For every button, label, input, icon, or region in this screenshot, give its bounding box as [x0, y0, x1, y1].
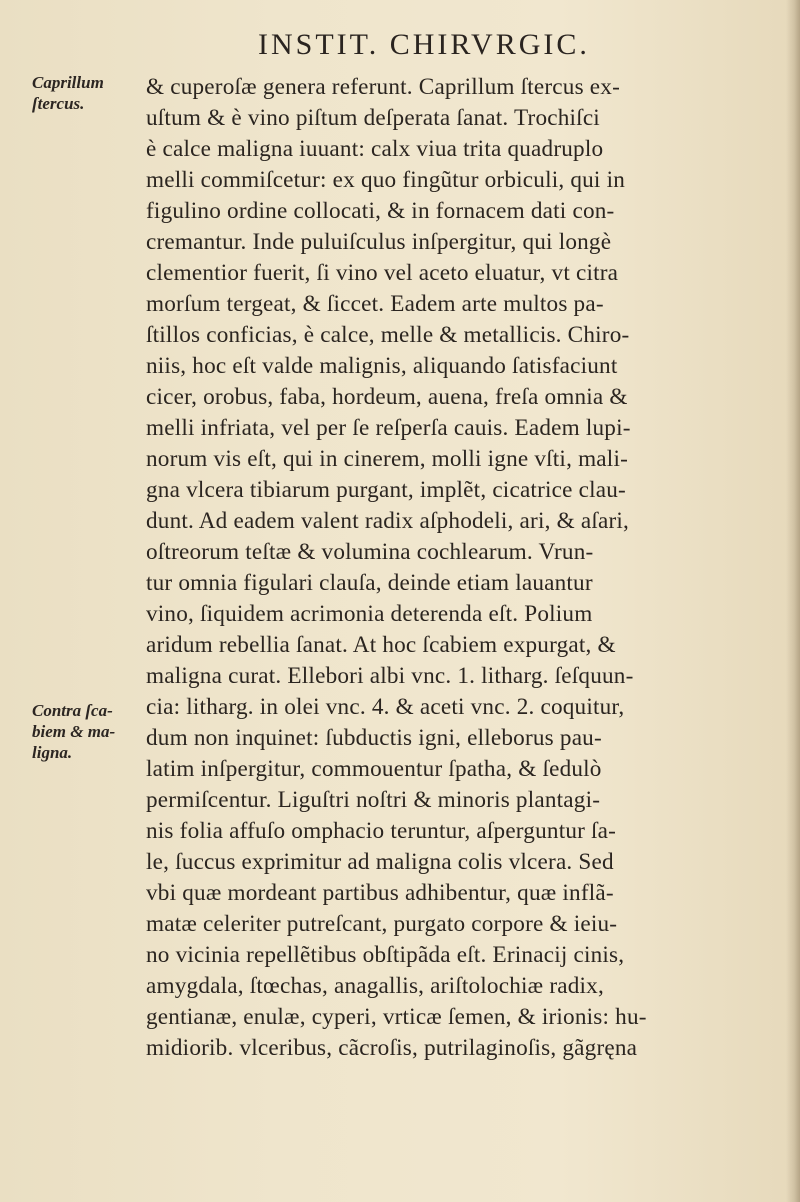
text-line: oſtreorum teſtæ & volumina cochlearum. Vrun-: [146, 539, 594, 565]
text-line: ſtillos conficias, è calce, melle & metallicis. Chiro-: [146, 322, 630, 348]
running-head: INSTIT. CHIRVRGIC.: [258, 28, 590, 61]
text-line: vbi quæ mordeant partibus adhibentur, quæ inflã-: [146, 880, 614, 906]
text-line: cremantur. Inde puluiſculus inſpergitur, qui longè: [146, 229, 612, 255]
text-line: melli commiſcetur: ex quo fingũtur orbiculi, qui in: [146, 167, 626, 193]
text-line: morſum tergeat, & ſiccet. Eadem arte multos pa-: [146, 291, 604, 317]
text-line: dunt. Ad eadem valent radix aſphodeli, ari, & aſari,: [146, 508, 630, 534]
text-line: latim inſpergitur, commouentur ſpatha, & ſedulò: [146, 756, 602, 782]
text-line: gentianæ, enulæ, cyperi, vrticæ ſemen, & irionis: hu-: [146, 1004, 647, 1030]
text-line: nis folia affuſo omphacio teruntur, aſperguntur ſa-: [146, 818, 617, 844]
text-line: dum non inquinet: ſubductis igni, elleborus pau-: [146, 725, 602, 751]
text-line: midiorib. vlceribus, cãcroſis, putrilaginoſis, gãgręna: [146, 1035, 638, 1061]
text-line: cicer, orobus, faba, hordeum, auena, freſa omnia &: [146, 384, 628, 410]
text-line: matæ celeriter putreſcant, purgato corpore & ieiu-: [146, 911, 618, 937]
text-line: & cuperoſæ genera referunt. Caprillum ſtercus ex-: [146, 74, 621, 100]
text-line: cia: litharg. in olei vnc. 4. & aceti vnc. 2. coquitur,: [146, 694, 625, 720]
text-line: melli infriata, vel per ſe reſperſa cauis. Eadem lupi-: [146, 415, 631, 441]
body-text-block: [146, 72, 786, 1064]
text-line: norum vis eſt, qui in cinerem, molli igne vſti, mali-: [146, 446, 629, 472]
text-line: vino, ſiquidem acrimonia deterenda eſt. Polium: [146, 601, 593, 627]
page-edge-shadow: [786, 0, 800, 1202]
marginal-note-line: ligna.: [32, 743, 73, 762]
text-line: niis, hoc eſt valde malignis, aliquando ſatisfaciunt: [146, 353, 618, 379]
text-line: le, ſuccus exprimitur ad maligna colis vlcera. Sed: [146, 849, 614, 875]
text-line: amygdala, ſtœchas, anagallis, ariſtolochiæ radix,: [146, 973, 604, 999]
marginal-note-line: biem & ma-: [32, 722, 116, 741]
text-line: tur omnia figulari clauſa, deinde etiam lauantur: [146, 570, 593, 596]
text-line: gna vlcera tibiarum purgant, implẽt, cicatrice clau-: [146, 477, 626, 503]
marginal-note-contra-scabiem: [32, 700, 142, 763]
marginal-note-caprillum: [32, 72, 142, 114]
marginal-note-line: ſtercus.: [32, 94, 85, 113]
marginal-note-line: Contra ſca-: [32, 701, 113, 720]
text-line: permiſcentur. Liguſtri noſtri & minoris plantagi-: [146, 787, 601, 813]
text-line: maligna curat. Ellebori albi vnc. 1. litharg. ſeſquun-: [146, 663, 634, 689]
text-line: clementior fuerit, ſi vino vel aceto eluatur, vt citra: [146, 260, 619, 286]
text-line: no vicinia repellẽtibus obſtipãda eſt. Erinacij cinis,: [146, 942, 625, 968]
text-line: è calce maligna iuuant: calx viua trita quadruplo: [146, 136, 604, 162]
text-line: aridum rebellia ſanat. At hoc ſcabiem expurgat, &: [146, 632, 616, 658]
text-line: figulino ordine collocati, & in fornacem dati con-: [146, 198, 615, 224]
marginal-note-line: Caprillum: [32, 73, 104, 92]
text-line: uſtum & è vino piſtum deſperata ſanat. Trochiſci: [146, 105, 600, 131]
